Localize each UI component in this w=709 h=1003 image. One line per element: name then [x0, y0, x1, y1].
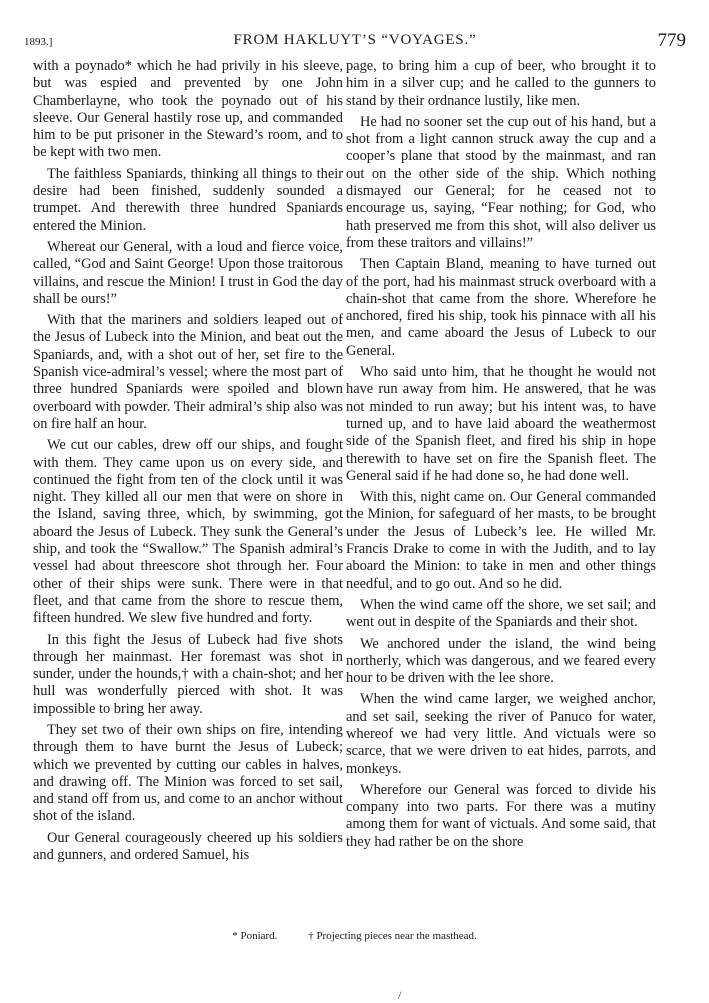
- paragraph: The faithless Spaniards, thinking all things to their desire had been finished, suddenly sounded a trumpet. And therewith three hundred Spaniards entered the Minion.: [33, 165, 343, 234]
- paragraph: Whereat our General, with a loud and fierce voice, called, “God and Saint George! Upon those traitorous villains, and rescue the Minion! I trust in God the day shall be ours!”: [33, 238, 343, 307]
- paragraph: With this, night came on. Our General commanded the Minion, for safeguard of her masts, to be brought under the Jesus of Lubeck’s lee. He willed Mr. Francis Drake to come in with the Judith, and to lay aboard the Minion: to take in men and other things needful, and to go out. And so he did.: [346, 489, 656, 592]
- right-column: [346, 58, 656, 855]
- paragraph: We anchored under the island, the wind being northerly, which was dangerous, and we feared every hour to be driven with the lee shore.: [346, 635, 656, 687]
- stray-mark: /: [398, 988, 402, 1002]
- left-column: [33, 58, 343, 868]
- paragraph: In this fight the Jesus of Lubeck had five shots through her mainmast. Her foremast was shot in sunder, under the hounds,† with a chain-shot; and her hull was wonderfully pierced with shot. It was impossible to bring her away.: [33, 631, 343, 717]
- header-title: FROM HAKLUYT’S “VOYAGES.”: [233, 32, 477, 48]
- paragraph: Wherefore our General was forced to divide his company into two parts. For there was a mutiny among them for want of victuals. And some said, that they had rather be on the shore: [346, 781, 656, 850]
- paragraph: We cut our cables, drew off our ships, and fought with them. They came upon us on every side, and continued the fight from ten of the clock until it was night. They killed all our men that were on shore in the Island, saving three, which, by swimming, got aboard the Jesus of Lubeck. They sunk the General’s ship, and took the “Swallow.” The Spanish admiral’s vessel had about threescore shot through her. Four other of their ships were sunk. There were in that fleet, and that came from the shore to rescue them, fifteen hundred. We slew five hundred and forty.: [33, 437, 343, 627]
- footnotes: [0, 930, 709, 942]
- paragraph: with a poynado* which he had privily in his sleeve, but was espied and prevented by one John Chamberlayne, who took the poynado out of his sleeve. Our General hastily rose up, and commanded him to be put prisoner in the Steward’s room, and to be kept with two men.: [33, 58, 343, 161]
- paragraph: They set two of their own ships on fire, intending through them to have burnt the Jesus of Lubeck; which we prevented by cutting our cables in halves, and drawing off. The Minion was forced to set sail, and stand off from us, and come to an anchor without shot of the island.: [33, 721, 343, 825]
- paragraph: Then Captain Bland, meaning to have turned out of the port, had his mainmast struck overboard with a chain-shot that came from the shore. Wherefore he anchored, fired his ship, took his pinnace with all his men, and came aboard the Jesus of Lubeck to our General.: [346, 256, 656, 359]
- paragraph: When the wind came off the shore, we set sail; and went out in despite of the Spaniards and their shot.: [346, 596, 656, 631]
- running-header: [24, 30, 686, 54]
- footnote-hounds: † Projecting pieces near the masthead.: [308, 930, 477, 942]
- page-number: 779: [657, 30, 686, 51]
- paragraph: Our General courageously cheered up his soldiers and gunners, and ordered Samuel, his: [33, 829, 343, 864]
- paragraph: When the wind came larger, we weighed anchor, and set sail, seeking the river of Panuco for water, whereof we had very little. And victuals were so scarce, that we were driven to eat hides, parrots, and monkeys.: [346, 691, 656, 777]
- footnote-poniard: * Poniard.: [232, 930, 278, 942]
- paragraph: page, to bring him a cup of beer, who brought it to him in a silver cup; and he called to the gunners to stand by their ordnance lustily, like men.: [346, 58, 656, 109]
- header-year: 1893.]: [24, 36, 53, 48]
- paragraph: With that the mariners and soldiers leaped out of the Jesus of Lubeck into the Minion, and beat out the Spaniards, and, with a shot out of her, set fire to the Spanish vice-admiral’s vessel; where the most part of three hundred Spaniards were spoiled and blown overboard with powder. Their admiral’s ship also was on fire half an hour.: [33, 312, 343, 432]
- paragraph: He had no sooner set the cup out of his hand, but a shot from a light cannon struck away the cup and a cooper’s plane that stood by the mainmast, and ran out on the other side of the ship. Which nothing dismayed our General; for he ceased not to encourage us, saying, “Fear nothing; for God, who hath preserved me from this shot, will also deliver us from these traitors and villains!”: [346, 113, 656, 251]
- paragraph: Who said unto him, that he thought he would not have run away from him. He answered, that he was not minded to run away; but his intent was, to have turned up, and to have laid aboard the weathermost side of the Spanish fleet, and fired his ship in hope therewith to have set on fire the Spanish fleet. The General said if he had done so, he had done well.: [346, 364, 656, 484]
